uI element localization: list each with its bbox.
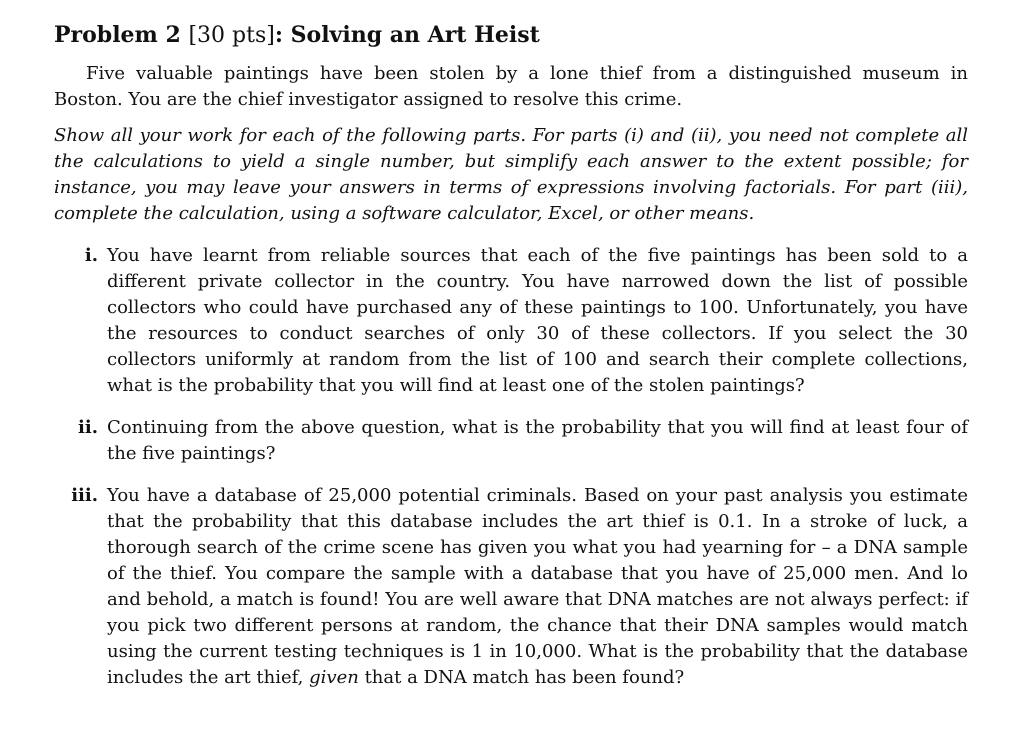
part-i xyxy=(54,243,968,399)
part-text: You have learnt from reliable sources that each of the five paintings has been sold to a different private collector in the country. You have narrowed down the list of possible collectors who could have purchased any of these paintings to 100. Unfortunately, you have the resources to conduct searches of only 30 of these collectors. If you select the 30 collectors uniformly at random from the list of 100 and search their complete collections, what is the probability that you will find at least one of the stolen paintings? xyxy=(107,245,968,396)
problem-number: Problem 2 xyxy=(54,22,181,48)
part-text-before: You have a database of 25,000 potential criminals. Based on your past analysis you estimate that the probability that this database includes the art thief is 0.1. In a stroke of luck, a thorough search of the crime scene has given you what you had yearning for – a DNA sample of the thief. You compare the sample with a database that you have of 25,000 men. And lo and behold, a match is found! You are well aware that DNA matches are not always perfect: if you pick two different persons at random, the chance that their DNA samples would match using the current testing techniques is 1 in 10,000. What is the probability that the database includes the art thief, xyxy=(107,485,968,688)
problem-points: [30 pts] xyxy=(188,23,275,48)
part-label: iii. xyxy=(71,485,98,506)
part-iii xyxy=(54,483,968,691)
part-text-after: that a DNA match has been found? xyxy=(364,667,685,688)
parts-list xyxy=(54,243,968,691)
emphasis-given: given xyxy=(309,667,359,688)
heading-separator: : xyxy=(274,22,283,48)
part-label: ii. xyxy=(78,417,98,438)
part-label: i. xyxy=(84,245,98,266)
problem-page xyxy=(54,20,968,707)
intro-paragraph: Five valuable paintings have been stolen by a lone thief from a distinguished museum in Boston. You are the chief investigator assigned to resolve this crime. xyxy=(54,63,968,110)
problem-title: Solving an Art Heist xyxy=(290,22,540,48)
instructions-paragraph: Show all your work for each of the following parts. For parts (i) and (ii), you need not complete all the calculations to yield a single number, but simplify each answer to the extent possible; for instance, you may leave your answers in terms of expressions involving factorials. For part (iii), complete the calculation, using a software calculator, Excel, or other means. xyxy=(54,125,968,224)
part-text: Continuing from the above question, what is the probability that you will find at least four of the five paintings? xyxy=(107,417,968,464)
problem-heading xyxy=(54,20,968,51)
part-text xyxy=(107,483,968,691)
part-ii xyxy=(54,415,968,467)
